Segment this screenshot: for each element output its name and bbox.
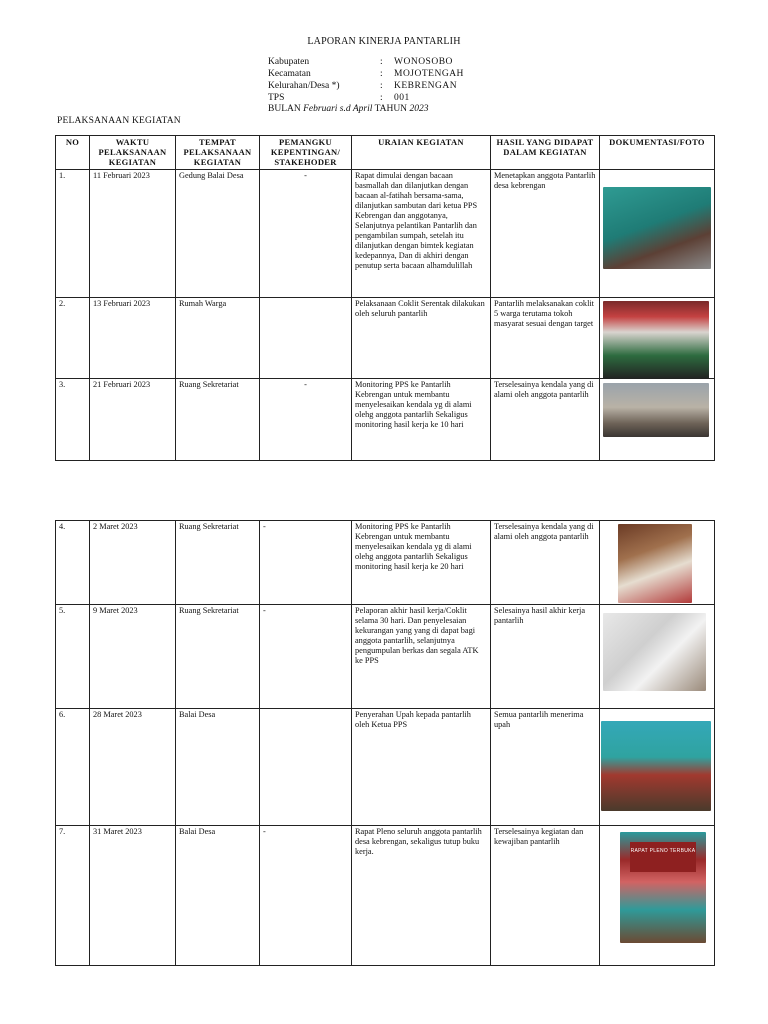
col-waktu: WAKTU PELAKSANAAN KEGIATAN [90,136,176,170]
info-colon: : [380,69,383,79]
cell-hasil: Semua pantarlih menerima upah [491,709,600,826]
cell-waktu: 13 Februari 2023 [90,298,176,379]
cell-uraian: Rapat dimulai dengan bacaan basmallah dan dilanjutkan dengan bacaan al-fatihah bersama-sama, dilanjutkan sambutan dari ketua PPS Kebrengan dan anggotanya, Selanjutnya pelantikan Pantarlih dan pengambilan sumpah, setelah itu dilanjutkan dengan bimtek kegiatan kedepannya, Dan di akhiri dengan penutup serta bacaan alhamdulillah [352,170,491,298]
info-colon: : [380,93,383,103]
cell-hasil: Terselesainya kendala yang di alami oleh anggota pantarlih [491,521,600,605]
cell-no: 5. [56,605,90,709]
table-row [56,826,715,966]
cell-hasil: Pantarlih melaksanakan coklit 5 warga terutama tokoh masyarat sesuai dengan target [491,298,600,379]
cell-tempat: Gedung Balai Desa [176,170,260,298]
col-stakeholder: PEMANGKU KEPENTINGAN/ STAKEHODER [260,136,352,170]
cell-uraian: Penyerahan Upah kepada pantarlih oleh Ketua PPS [352,709,491,826]
pleno-photo [620,832,706,943]
monitoring-photo-2 [618,524,692,603]
table-row [56,521,715,605]
cell-tempat: Ruang Sekretariat [176,521,260,605]
table-row [56,170,715,298]
bulan-suffix: TAHUN [374,104,408,114]
table-header-row [56,136,715,170]
cell-uraian: Monitoring PPS ke Pantarlih Kebrengan untuk membantu menyelesaikan kendala yg di alami olehg anggota pantarlih Sekaligus monitoring hasil kerja ke 10 hari [352,379,491,461]
report-title: LAPORAN KINERJA PANTARLIH [307,36,461,47]
activity-table-part-1 [55,135,715,461]
cell-waktu: 9 Maret 2023 [90,605,176,709]
cell-no: 6. [56,709,90,826]
bulan-prefix: BULAN [268,104,301,114]
info-value: MOJOTENGAH [394,69,464,79]
cell-uraian: Pelaporan akhir hasil kerja/Coklit selama 30 hari. Dan penyelesaian kekurangan yang yang di dapat bagi anggota pantarlih, selanjutnya pengumpulan berkas dan segala ATK ke PPS [352,605,491,709]
info-label: Kelurahan/Desa *) [268,81,340,91]
cell-tempat: Ruang Sekretariat [176,605,260,709]
cell-foto [600,521,715,605]
cell-hasil: Terselesainya kendala yang di alami oleh anggota pantarlih [491,379,600,461]
cell-stakeholder: - [260,521,352,605]
cell-no: 2. [56,298,90,379]
info-label: Kecamatan [268,69,311,79]
cell-no: 1. [56,170,90,298]
col-hasil: HASIL YANG DIDAPAT DALAM KEGIATAN [491,136,600,170]
cell-stakeholder: - [260,826,352,966]
cell-no: 3. [56,379,90,461]
cell-uraian: Pelaksanaan Coklit Serentak dilakukan oleh seluruh pantarlih [352,298,491,379]
bulan-year: 2023 [409,104,429,114]
cell-waktu: 2 Maret 2023 [90,521,176,605]
cell-tempat: Balai Desa [176,826,260,966]
cell-hasil: Terselesainya kegiatan dan kewajiban pantarlih [491,826,600,966]
info-label: Kabupaten [268,57,310,67]
cell-uraian: Monitoring PPS ke Pantarlih Kebrengan untuk membantu menyelesaikan kendala yg di alami olehg anggota pantarlih Sekaligus monitoring hasil kerja ke 20 hari [352,521,491,605]
table-row [56,379,715,461]
cell-stakeholder: - [260,170,352,298]
coklit-photo [603,301,709,379]
cell-foto [600,298,715,379]
cell-foto [600,170,715,298]
documents-photo [603,613,706,691]
cell-stakeholder: - [260,379,352,461]
info-value: KEBRENGAN [394,81,458,91]
info-row-kecamatan [268,68,464,80]
cell-hasil: Selesainya hasil akhir kerja pantarlih [491,605,600,709]
cell-foto [600,709,715,826]
info-row-kabupaten [268,56,464,68]
cell-no: 4. [56,521,90,605]
cell-tempat: Rumah Warga [176,298,260,379]
period-line [268,104,428,114]
cell-hasil: Menetapkan anggota Pantarlih desa kebrengan [491,170,600,298]
info-row-tps [268,92,464,104]
info-value: WONOSOBO [394,57,453,67]
cell-stakeholder [260,709,352,826]
meeting-photo [603,187,711,269]
pleno-banner: RAPAT PLENO TERBUKA [630,842,696,872]
cell-no: 7. [56,826,90,966]
cell-stakeholder: - [260,605,352,709]
info-colon: : [380,57,383,67]
header-info [268,56,464,104]
table-row [56,605,715,709]
cell-foto [600,826,715,966]
cell-tempat: Balai Desa [176,709,260,826]
section-title: PELAKSANAAN KEGIATAN [57,116,181,126]
info-colon: : [380,81,383,91]
bulan-period: Februari s.d April [303,104,373,114]
info-value: 001 [394,93,410,103]
cell-tempat: Ruang Sekretariat [176,379,260,461]
payment-photo [601,721,711,811]
cell-waktu: 28 Maret 2023 [90,709,176,826]
info-label: TPS [268,93,285,103]
cell-uraian: Rapat Pleno seluruh anggota pantarlih desa kebrengan, sekaligus tutup buku kerja. [352,826,491,966]
cell-foto [600,605,715,709]
cell-stakeholder [260,298,352,379]
cell-waktu: 11 Februari 2023 [90,170,176,298]
activity-table-part-2 [55,520,715,966]
col-foto: DOKUMENTASI/FOTO [600,136,715,170]
col-tempat: TEMPAT PELAKSANAAN KEGIATAN [176,136,260,170]
cell-waktu: 21 Februari 2023 [90,379,176,461]
table-row [56,298,715,379]
info-row-kelurahan [268,80,464,92]
col-no: NO [56,136,90,170]
monitoring-photo [603,383,709,437]
cell-foto [600,379,715,461]
col-uraian: URAIAN KEGIATAN [352,136,491,170]
cell-waktu: 31 Maret 2023 [90,826,176,966]
table-row [56,709,715,826]
